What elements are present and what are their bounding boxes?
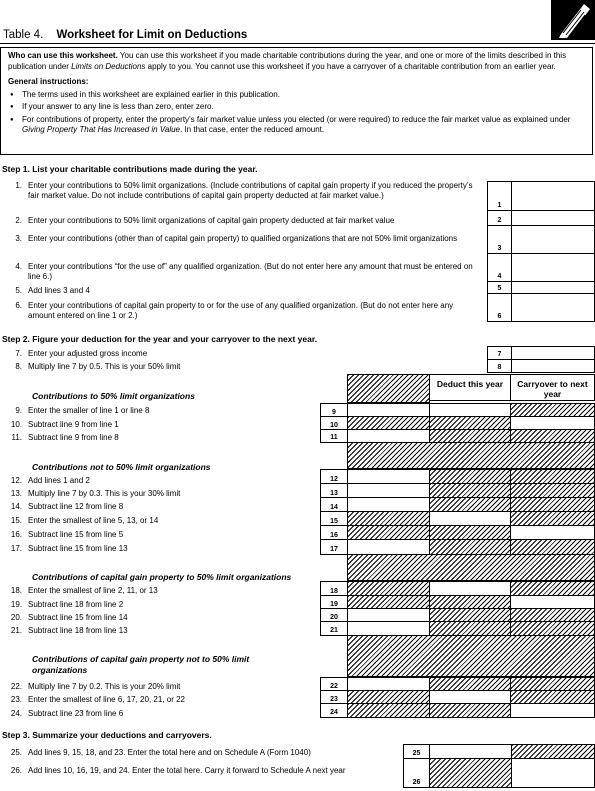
line-number: 17. — [10, 544, 22, 553]
line-24-carryover-field[interactable] — [510, 703, 595, 718]
line-9 — [0, 406, 320, 416]
line-25 — [0, 748, 400, 758]
table-number: Table 4. — [3, 29, 44, 41]
line-8-amount-field[interactable] — [511, 359, 595, 373]
line-19-number-box: 19 — [320, 595, 348, 610]
line-8-number-box: 8 — [487, 359, 512, 373]
pen-logo-icon — [551, 0, 595, 40]
line-text: Enter your contributions of capital gain property to or for the use of any qualified organization. (But do not enter here any amount entered on line 1 or 2.) — [28, 301, 454, 320]
bullet-3-text-b: . In that case, enter the reduced amount. — [180, 125, 325, 134]
line-23 — [0, 695, 320, 705]
line-21-amount-field[interactable] — [347, 621, 430, 636]
line-14-number-box: 14 — [320, 497, 348, 513]
line-text: Add lines 10, 16, 19, and 24. Enter the total here. Carry it forward to Schedule A next year — [28, 766, 346, 775]
line-number: 21. — [10, 626, 22, 635]
hatched-area — [347, 634, 595, 677]
line-18 — [0, 586, 320, 596]
line-number: 11. — [11, 433, 22, 442]
line-number: 7. — [15, 349, 22, 358]
deduct-this-year-header: Deduct this year — [429, 374, 511, 401]
line-1 — [0, 181, 480, 213]
line-number: 13. — [10, 489, 22, 498]
step-1-heading: Step 1. List your charitable contributions made during the year. — [2, 164, 258, 174]
line-26 — [0, 766, 400, 786]
hatched-area — [510, 621, 595, 636]
instruction-bullet — [22, 115, 585, 136]
hatched-area — [510, 429, 595, 443]
line-number: 23. — [10, 695, 22, 704]
line-number: 22. — [10, 682, 22, 691]
line-text: Enter your contributions (other than of capital gain property) to qualified organizations that are not 50% limit organizations — [28, 234, 458, 243]
line-11-number-box: 11 — [320, 429, 348, 443]
line-3-number-box: 3 — [487, 225, 512, 254]
line-7-number-box: 7 — [487, 346, 512, 360]
instruction-bullet: ● The terms used in this worksheet are explained earlier in this publication. — [22, 90, 585, 101]
line-5-number-box: 5 — [487, 281, 512, 294]
line-22-number-box: 22 — [320, 677, 348, 692]
line-number: 9. — [15, 406, 22, 415]
hatched-area — [347, 441, 595, 469]
line-6 — [0, 301, 480, 321]
section-heading-not-50-limit: Contributions not to 50% limit organizations — [32, 462, 211, 472]
section-heading-50-limit: Contributions to 50% limit organizations — [32, 391, 195, 401]
line-text: Enter your adjusted gross income — [28, 349, 148, 358]
line-number: 5. — [15, 286, 22, 295]
line-20 — [0, 613, 320, 623]
line-number: 6. — [15, 301, 22, 310]
line-number: 24. — [10, 709, 22, 718]
who-can-use-paragraph — [8, 51, 585, 72]
line-text: Multiply line 7 by 0.5. This is your 50% limit — [28, 362, 181, 371]
who-label: Who can use this worksheet. — [8, 51, 118, 60]
line-15-number-box: 15 — [320, 511, 348, 527]
line-number: 1. — [15, 181, 22, 190]
line-24-number-box: 24 — [320, 703, 348, 718]
line-1-amount-field[interactable] — [511, 181, 595, 211]
hatched-area — [429, 621, 511, 636]
line-15 — [0, 516, 320, 526]
line-text: Add lines 1 and 2 — [28, 476, 90, 485]
line-16 — [0, 530, 320, 540]
line-number: 8. — [15, 362, 22, 371]
line-text: Subtract line 15 from line 5 — [28, 530, 124, 539]
hatched-area — [429, 539, 511, 555]
line-11 — [0, 433, 320, 443]
line-text: Enter your contributions to 50% limit organizations of capital gain property deducted at fair market value — [28, 216, 395, 225]
hatched-area — [429, 429, 511, 443]
line-text: Subtract line 9 from line 8 — [28, 433, 119, 442]
line-3-amount-field[interactable] — [511, 225, 595, 254]
line-13 — [0, 489, 320, 499]
line-3 — [0, 234, 480, 254]
line-12-number-box: 12 — [320, 469, 348, 485]
line-number: 26. — [10, 766, 22, 775]
line-7-amount-field[interactable] — [511, 346, 595, 360]
line-4 — [0, 262, 480, 282]
hatched-area — [347, 553, 595, 581]
line-2-number-box: 2 — [487, 210, 512, 226]
title-rule — [0, 43, 595, 44]
line-10 — [0, 420, 320, 430]
line-number: 16. — [10, 530, 22, 539]
line-10-number-box: 10 — [320, 416, 348, 431]
line-25-number-box: 25 — [403, 744, 430, 759]
hatched-area — [429, 758, 512, 788]
line-5 — [0, 286, 480, 296]
line-6-amount-field[interactable] — [511, 293, 595, 322]
line-25-deduct-field[interactable] — [429, 744, 512, 759]
line-text: Enter your contributions to 50% limit organizations. (Include contributions of capital gain property if you reduced the property’s fair market value. Do not include contributions of capital gain property deducted at fair market value.) — [28, 181, 473, 200]
line-2 — [0, 216, 480, 226]
who-italic: Limits on Deductions — [71, 61, 146, 71]
table-name: Worksheet for Limit on Deductions — [56, 29, 248, 41]
line-26-number-box: 26 — [403, 758, 430, 788]
line-18-number-box: 18 — [320, 581, 348, 597]
line-text: Subtract line 18 from line 2 — [28, 600, 124, 609]
line-number: 2. — [15, 216, 22, 225]
step-3-heading: Step 3. Summarize your deductions and carryovers. — [2, 730, 212, 740]
carryover-header: Carryover to next year — [510, 374, 595, 401]
line-text: Enter the smaller of line 1 or line 8 — [28, 406, 150, 415]
hatched-area — [429, 703, 511, 718]
line-text: Enter the smallest of line 2, 11, or 13 — [28, 586, 158, 595]
line-9-number-box: 9 — [320, 403, 348, 418]
line-number: 12. — [10, 476, 22, 485]
line-text: Add lines 9, 15, 18, and 23. Enter the total here and on Schedule A (Form 1040) — [28, 748, 311, 757]
line-12 — [0, 476, 320, 486]
section-heading-capgain-not-50: Contributions of capital gain property not to 50% limit organizations — [32, 654, 250, 675]
line-21 — [0, 626, 320, 636]
line-11-amount-field[interactable] — [347, 429, 430, 443]
line-text: Subtract line 15 from line 14 — [28, 613, 128, 622]
bullet-3-text-a: For contributions of property, enter the property’s fair market value unless you elected (or were required) to reduce the fair market value as explained under — [22, 114, 571, 124]
line-text: Subtract line 18 from line 13 — [28, 626, 128, 635]
line-number: 4. — [15, 262, 22, 271]
hatched-area — [347, 374, 430, 403]
bullet-3-italic: Giving Property That Has Increased in Value — [22, 125, 181, 134]
line-1-number-box: 1 — [487, 181, 512, 211]
line-number: 3. — [15, 234, 22, 243]
hatched-area — [347, 703, 430, 718]
line-text: Subtract line 15 from line 13 — [28, 544, 128, 553]
line-21-number-box: 21 — [320, 621, 348, 636]
hatched-area — [510, 539, 595, 555]
line-6-number-box: 6 — [487, 293, 512, 322]
line-22 — [0, 682, 320, 692]
line-26-carryover-field[interactable] — [511, 758, 595, 788]
line-17 — [0, 544, 320, 554]
line-text: Enter the smallest of line 5, 13, or 14 — [28, 516, 159, 525]
table-title — [3, 29, 247, 41]
line-17-number-box: 17 — [320, 539, 348, 555]
line-text: Multiply line 7 by 0.3. This is your 30% limit — [28, 489, 181, 498]
instruction-bullet: ● If your answer to any line is less than zero, enter zero. — [22, 102, 585, 113]
line-2-amount-field[interactable] — [511, 210, 595, 226]
who-text-1: You can use this worksheet if you made charitable contributions during the year, and one or more of the limits described in this publication under — [8, 51, 567, 71]
line-number: 25. — [10, 748, 22, 757]
line-number: 18. — [10, 586, 22, 595]
line-text: Subtract line 23 from line 6 — [28, 709, 124, 718]
line-19 — [0, 600, 320, 610]
line-text: Enter your contributions “for the use of” any qualified organization. (But do not enter here any amount that must be entered on line 6.) — [28, 262, 473, 281]
line-text: Add lines 3 and 4 — [28, 286, 90, 295]
line-16-number-box: 16 — [320, 525, 348, 541]
line-7 — [0, 349, 480, 359]
line-text: Multiply line 7 by 0.2. This is your 20% limit — [28, 682, 181, 691]
line-number: 10. — [10, 420, 22, 429]
line-4-number-box: 4 — [487, 253, 512, 282]
line-8 — [0, 362, 480, 372]
section-heading-capgain-50: Contributions of capital gain property to 50% limit organizations — [32, 572, 292, 582]
instructions-box — [0, 47, 593, 155]
step-2-heading: Step 2. Figure your deduction for the year and your carryover to the next year. — [2, 334, 318, 344]
line-text: Enter the smallest of line 6, 17, 20, 21, or 22 — [28, 695, 185, 704]
line-20-number-box: 20 — [320, 608, 348, 623]
line-text: Subtract line 12 from line 8 — [28, 502, 124, 511]
general-instructions-label: General instructions: — [8, 77, 89, 86]
line-17-amount-field[interactable] — [347, 539, 430, 555]
line-4-amount-field[interactable] — [511, 253, 595, 282]
who-text-2: apply to you. You cannot use this worksheet if you have a carryover of a charitable contribution from an earlier year. — [145, 61, 556, 71]
line-number: 14. — [10, 502, 22, 511]
instructions-list — [8, 90, 585, 136]
line-number: 19. — [10, 600, 22, 609]
line-text: Subtract line 9 from line 1 — [28, 420, 119, 429]
line-24 — [0, 709, 320, 719]
line-13-number-box: 13 — [320, 483, 348, 499]
line-number: 20. — [10, 613, 22, 622]
hatched-area — [511, 744, 595, 759]
line-23-number-box: 23 — [320, 690, 348, 705]
line-number: 15. — [10, 516, 22, 525]
line-14 — [0, 502, 320, 512]
